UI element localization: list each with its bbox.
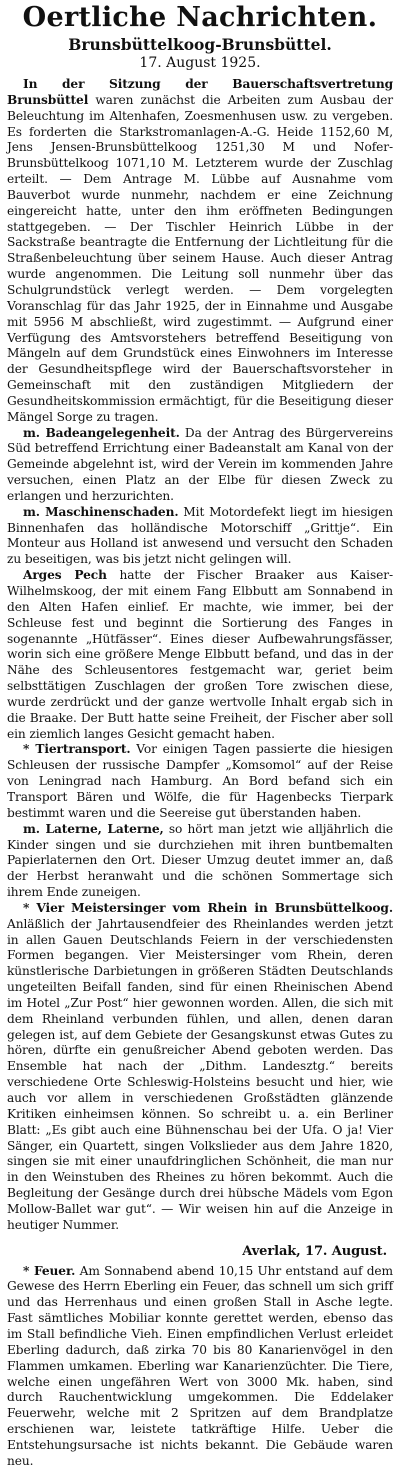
news-item-lead: m. Maschinenschaden. bbox=[23, 504, 179, 519]
news-item-body: Am Sonnabend abend 10,15 Uhr entstand auf dem Gewese des Herrn Eberling ein Feuer, das schnell um sich griff und das Herrenhaus und einen großen Stall in Asche legte. Fast sämtliches Mobiliar konnte gerettet werden, ebenso das im Stall befindliche Vieh. Einen empfindlichen Verlust erleidet Eberling dadurch, daß zirka 70 bis 80 Kanarienvögel in den Flammen umkamen. Eberling war Kanarienzüchter. Die Tiere, welche einen ungefähren Wert von 3000 Mk. haben, sind durch Rauchentwicklung umgekommen. Die Eddelaker Feuerwehr, welche mit 2 Spritzen auf dem Brandplatze erschienen war, leistete tatkräftige Hilfe. Ueber die Entstehungsursache ist nichts bekannt. Die Gebäude waren neu. bbox=[7, 1263, 393, 1468]
news-item-lead: m. Badeangelegenheit. bbox=[23, 425, 180, 440]
section-date: 17. August 1925. bbox=[139, 55, 261, 71]
news-item-lantern bbox=[7, 822, 393, 901]
news-item-lead: m. Laterne, Laterne, bbox=[23, 821, 164, 836]
news-item-lead: * Vier Meistersinger vom Rhein in Brunsbüttelkoog. bbox=[23, 900, 393, 915]
news-item-lead: In der Sitzung der Bauerschaftsvertretung Brunsbüttel bbox=[7, 77, 393, 107]
news-item-council bbox=[7, 77, 393, 426]
news-item-lead: Arges Pech bbox=[23, 568, 107, 583]
section-subtitle: Brunsbüttelkoog-Brunsbüttel. bbox=[68, 35, 332, 54]
news-item-singers bbox=[7, 901, 393, 1234]
dateline: Averlak, 17. August. bbox=[242, 1243, 387, 1259]
news-item-lead: * Feuer. bbox=[23, 1263, 76, 1278]
news-item-animals bbox=[7, 742, 393, 821]
news-item-fire bbox=[7, 1264, 393, 1470]
news-item-body: Da der Antrag des Bürgervereins Süd betreffend Errichtung einer Badeanstalt am Kanal von der Gemeinde abgelehnt ist, wird der Verein im kommenden Jahre versuchen, einen Platz an der Elbe für diesen Zweck zu erlangen und herzurichten. bbox=[7, 425, 393, 503]
news-item-lead: * Tiertransport. bbox=[23, 742, 131, 757]
news-item-body: Vor einigen Tagen passierte die hiesigen Schleusen der russische Dampfer „Komsomol“ auf der Reise von Leningrad nach Hamburg. An Bord befand sich ein Transport Bären und Wölfe, die für Hagenbecks Tierpark bestimmt waren und die Seereise gut überstanden haben. bbox=[7, 742, 393, 820]
news-item-bath bbox=[7, 426, 393, 505]
news-column bbox=[7, 77, 393, 1470]
news-item-body: waren zunächst die Arbeiten zum Ausbau der Beleuchtung im Altenhafen, Zoesmenhusen usw. zu vergeben. Es forderten die Starkstromanlagen-A.-G. Heide 1152,60 M, Jens Jensen-Brunsbüttelkoog 1251,30 M und Nofer-Brunsbüttelkoog 1071,10 M. Letzterem wurde der Zuschlag erteilt. — Dem Antrage M. Lübbe auf Ausnahme vom Bauverbot wurde nunmehr, nachdem er eine Zeichnung eingereicht hatte, unter den ihm eröffneten Bedingungen stattgegeben. — Der Tischler Heinrich Lübbe in der Sackstraße beantragte die Entfernung der Lichtleitung für die Straßenbeleuchtung über seinem Hause. Auch dieser Antrag wurde angenommen. Die Leitung soll nunmehr über das Schulgrundstück verlegt werden. — Dem vorgelegten Voranschlag für das Jahr 1925, der in Einnahme und Ausgabe mit 5956 M abschließt, wird zugestimmt. — Aufgrund einer Verfügung des Amtsvorstehers betreffend Beseitigung von Mängeln auf dem Grundstück eines Einwohners im Interesse der Gesundheitspflege wird der Bauerschaftsvorsteher in Gemeinschaft mit den zuständigen Mitgliedern der Gesundheitskommission ermächtigt, für die Beseitigung dieser Mängel Sorge zu tragen. bbox=[7, 92, 393, 424]
news-item-body: Anläßlich der Jahrtausendfeier des Rheinlandes werden jetzt in allen Gauen Deutschlands Feiern in der verschiedensten Formen begangen. Vier Meistersinger vom Rhein, deren künstlerische Darbietungen in größeren Städten Deutschlands ungeteilten Beifall fanden, sind für einen Rheinischen Abend im Hotel „Zur Post“ hier gewonnen worden. Allen, die sich mit dem Rheinland verbunden fühlen, und allen, denen daran gelegen ist, auf dem Gebiete der Gesangskunst etwas Gutes zu hören, dürfte ein genußreicher Abend geboten werden. Das Ensemble hat nach der „Dithm. Landesztg.“ bereits verschiedene Orte Schleswig-Holsteins besucht und hier, wie auch vor allem in verschiedenen Großstädten glänzende Kritiken einheimsen können. So schreibt u. a. ein Berliner Blatt: „Es gibt auch eine Bühnenschau bei der Ufa. O ja! Vier Sänger, ein Quartett, singen Volkslieder aus dem Jahre 1820, singen sie mit einer unaufdringlichen Schönheit, die man nur in den Weinstuben des Rheines zu hören bekommt. Auch die Begleitung der Gesänge durch drei hübsche Mädels vom Egon Mollow-Ballet war gut“. — Wir weisen hin auf die Anzeige in heutiger Nummer. bbox=[7, 916, 393, 1232]
news-item-engine bbox=[7, 505, 393, 568]
news-item-body: hatte der Fischer Braaker aus Kaiser-Wilhelmskoog, der mit einem Fang Elbbutt am Sonnabend in den Alten Hafen einlief. Er machte, wie immer, bei der Schleuse fest und beginnt die Sortierung des Fanges in sogenannte „Hütfässer“. Eines dieser Aufbewahrungsfässer, worin sich eine größere Menge Elbbutt befand, und das in der Nähe des Schleusentores festgemacht war, geriet beim selbsttätigen Zuschlagen der großen Tore zwischen diese, wurde zerdrückt und der ganze wertvolle Inhalt ergab sich in die Braake. Der Butt hatte seine Freiheit, der Fischer aber soll ein ziemlich langes Gesicht gemacht haben. bbox=[7, 568, 393, 741]
section-title: Oertliche Nachrichten. bbox=[22, 2, 378, 33]
news-item-body: Mit Motordefekt liegt im hiesigen Binnenhafen das holländische Motorschiff „Grittje“. Ein Monteur aus Holland ist anwesend und versucht den Schaden zu beseitigen, was bis jetzt nicht gelingen will. bbox=[7, 504, 393, 567]
news-item-fisher bbox=[7, 568, 393, 742]
news-item-body: so hört man jetzt wie alljährlich die Kinder singen und sie durchziehen mit ihren buntbemalten Papierlaternen den Ort. Dieser Umzug deutet immer an, daß der Herbst heranwaht und die schönen Sommertage sich ihrem Ende zuneigen. bbox=[7, 821, 393, 900]
